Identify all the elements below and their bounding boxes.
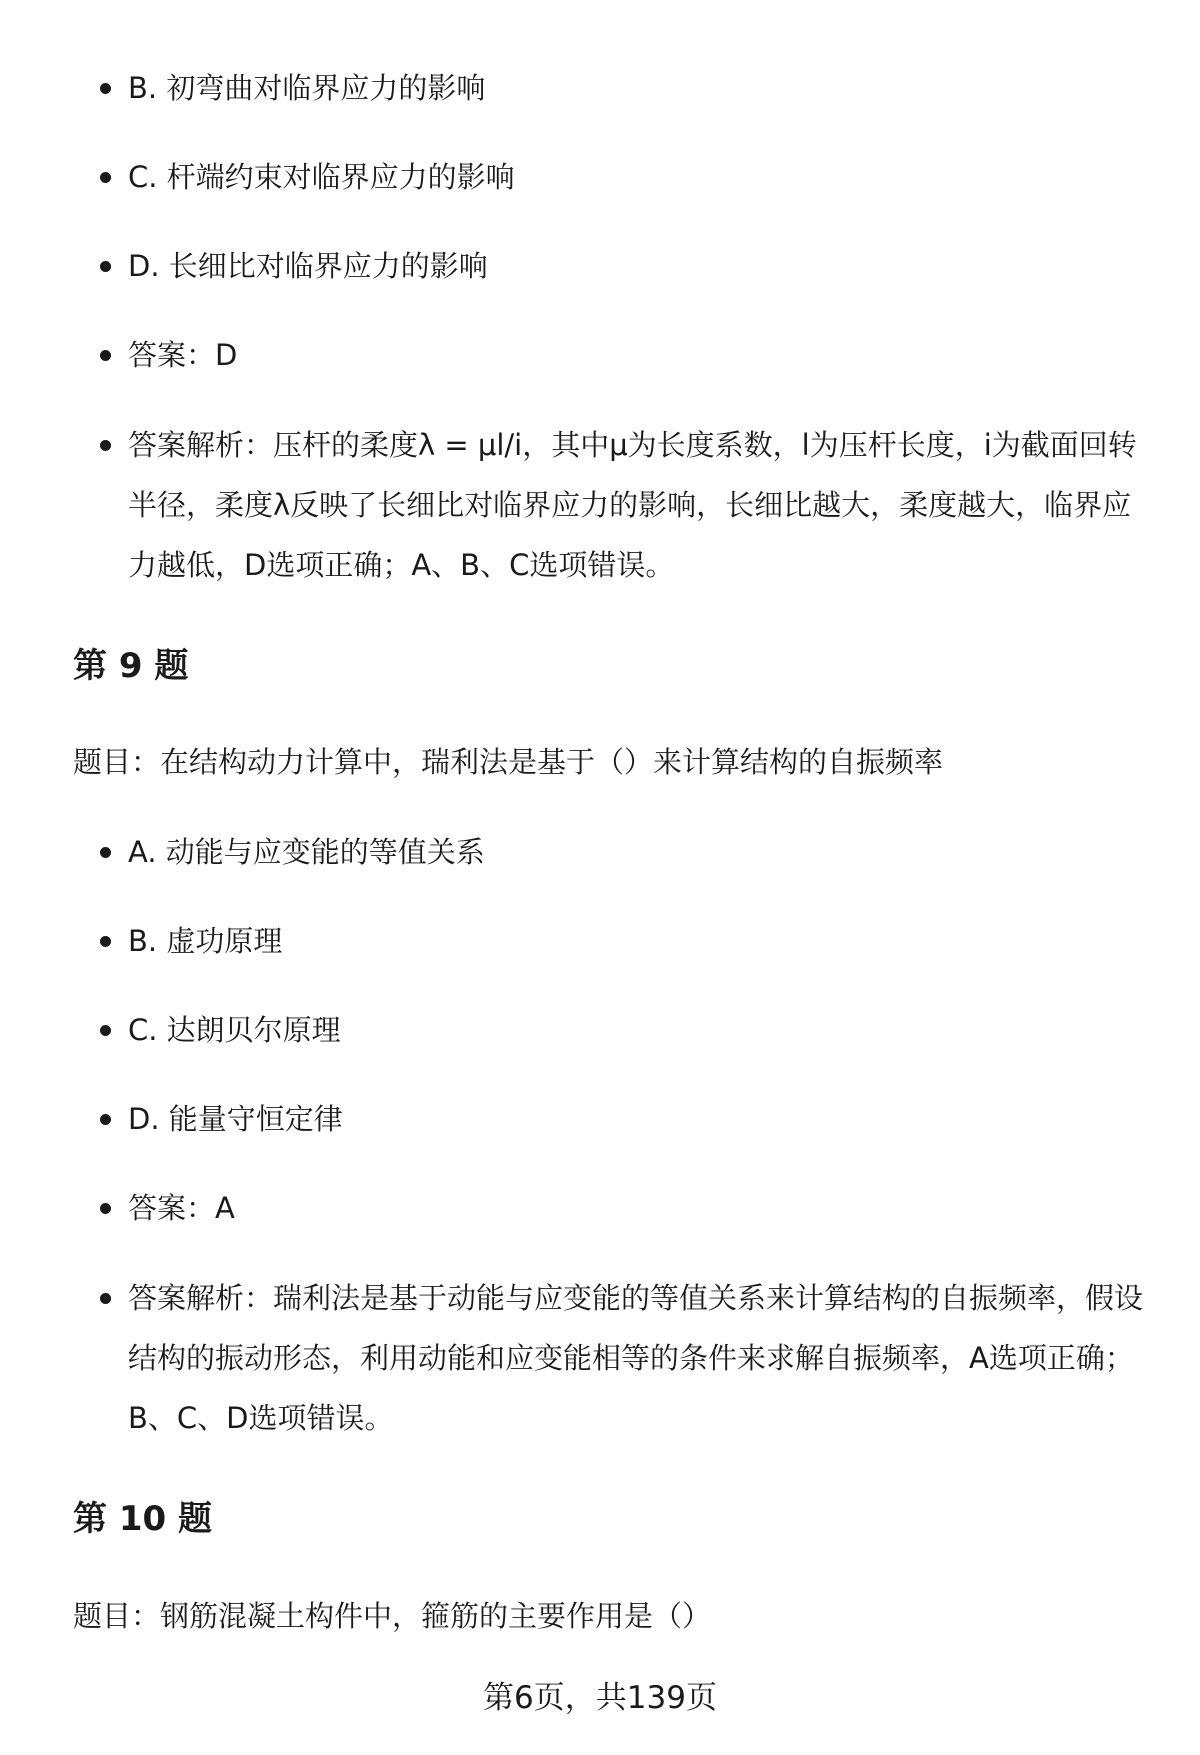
option-c (128, 1000, 1158, 1060)
explanation-line (128, 1268, 1158, 1448)
bullet-icon (100, 1293, 111, 1304)
option-text: D. 长细比对临界应力的影响 (128, 249, 488, 283)
explanation-text: 答案解析：压杆的柔度λ = μl/i，其中μ为长度系数，l为压杆长度，i为截面回转半径，柔度λ反映了长细比对临界应力的影响，长细比越大，柔度越大，临界应力越低，D选项正确；A、B、C选项错误。 (128, 428, 1137, 582)
bullet-icon (100, 936, 111, 947)
answer-line (128, 325, 1158, 385)
option-text: A. 动能与应变能的等值关系 (128, 835, 485, 869)
bullet-icon (100, 1114, 111, 1125)
explanation-line (128, 415, 1158, 595)
bullet-icon (100, 1203, 111, 1214)
option-b (128, 911, 1158, 971)
option-text: D. 能量守恒定律 (128, 1102, 343, 1136)
question-10-stem: 题目：钢筋混凝土构件中，箍筋的主要作用是（） (73, 1599, 712, 1633)
option-c (128, 147, 1158, 207)
option-d (128, 1089, 1158, 1149)
bullet-icon (100, 83, 111, 94)
option-text: B. 虚功原理 (128, 924, 283, 958)
explanation-text: 答案解析：瑞利法是基于动能与应变能的等值关系来计算结构的自振频率，假设结构的振动形态，利用动能和应变能相等的条件来求解自振频率，A选项正确；B、C、D选项错误。 (128, 1281, 1144, 1435)
bullet-icon (100, 847, 111, 858)
option-b (128, 58, 1158, 118)
bullet-icon (100, 172, 111, 183)
answer-line (128, 1178, 1158, 1238)
bullet-icon (100, 261, 111, 272)
bullet-icon (100, 440, 111, 451)
option-text: B. 初弯曲对临界应力的影响 (128, 71, 486, 105)
bullet-icon (100, 1025, 111, 1036)
question-9-stem: 题目：在结构动力计算中，瑞利法是基于（）来计算结构的自振频率 (73, 745, 944, 779)
bullet-icon (100, 350, 111, 361)
answer-text: 答案：A (128, 1191, 235, 1225)
option-a (128, 822, 1158, 882)
answer-text: 答案：D (128, 338, 238, 372)
question-9-heading: 第 9 题 (73, 646, 189, 686)
option-text: C. 杆端约束对临界应力的影响 (128, 160, 515, 194)
page-number: 第6页，共139页 (483, 1680, 717, 1716)
option-d (128, 236, 1158, 296)
option-text: C. 达朗贝尔原理 (128, 1013, 341, 1047)
question-10-heading: 第 10 题 (73, 1499, 212, 1539)
